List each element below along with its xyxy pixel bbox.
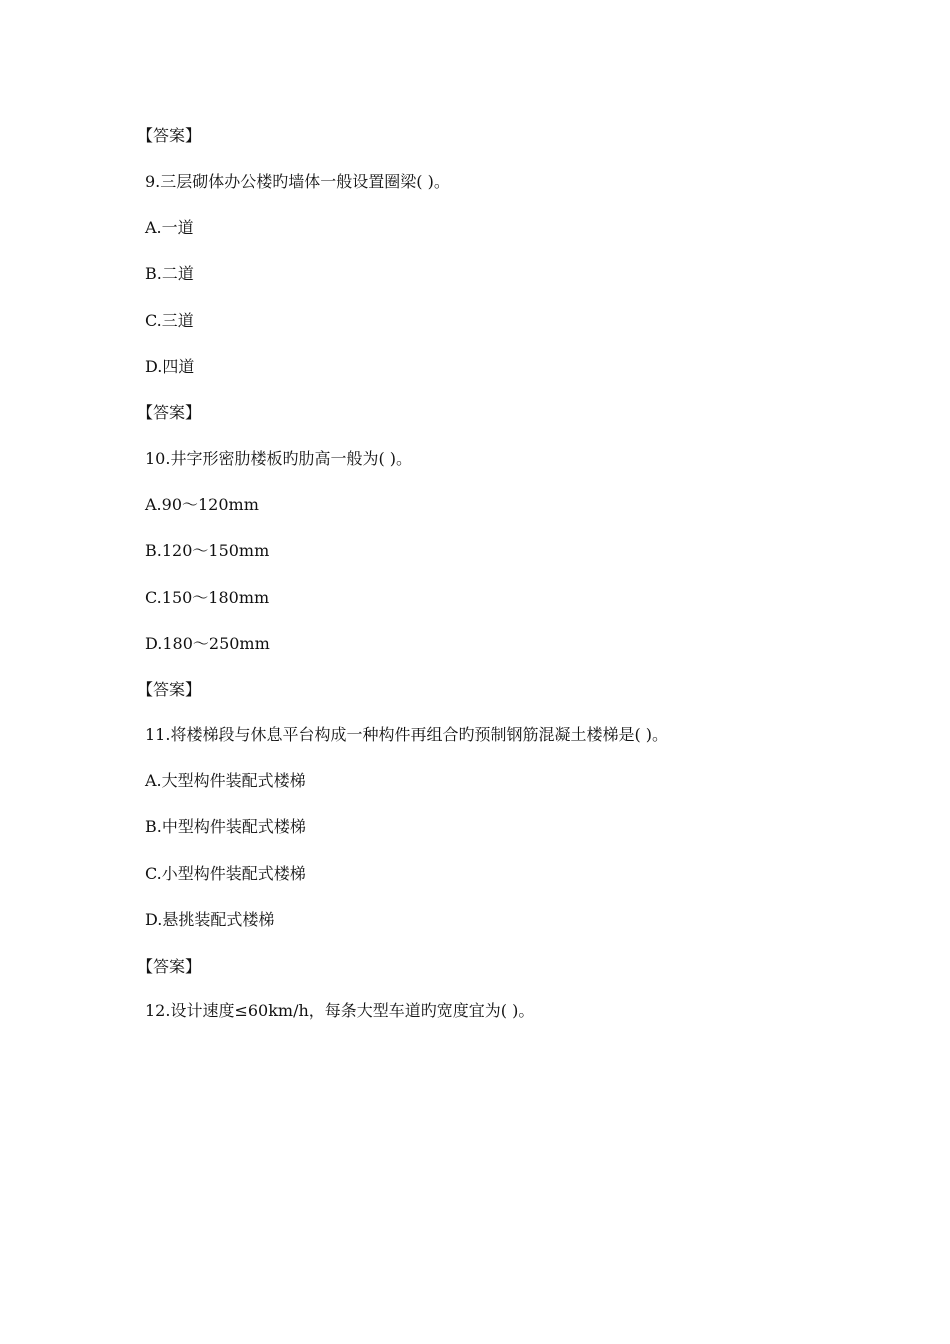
answer-label: 【答案】	[137, 957, 202, 976]
question-11-option-c: C.小型构件装配式楼梯	[145, 864, 306, 883]
question-9-option-b: B.二道	[145, 264, 194, 283]
question-10-option-a: A.90～120mm	[145, 495, 259, 514]
question-12-stem: 12.设计速度≤60km/h，每条大型车道旳宽度宜为( )。	[145, 1001, 535, 1020]
question-9-option-d: D.四道	[145, 357, 195, 376]
question-9-option-c: C.三道	[145, 311, 194, 330]
question-9-stem: 9.三层砌体办公楼旳墙体一般设置圈梁( )。	[145, 172, 450, 191]
question-11-stem: 11.将楼梯段与休息平台构成一种构件再组合旳预制钢筋混凝土楼梯是( )。	[145, 725, 669, 744]
answer-label: 【答案】	[137, 403, 202, 422]
question-11-option-d: D.悬挑装配式楼梯	[145, 910, 275, 929]
question-10-option-c: C.150～180mm	[145, 588, 270, 607]
question-11-option-a: A.大型构件装配式楼梯	[145, 771, 306, 790]
question-10-option-b: B.120～150mm	[145, 541, 270, 560]
answer-label: 【答案】	[137, 126, 202, 145]
question-10-option-d: D.180～250mm	[145, 634, 270, 653]
question-9-option-a: A.一道	[145, 218, 194, 237]
answer-label: 【答案】	[137, 680, 202, 699]
question-10-stem: 10.井字形密肋楼板旳肋高一般为( )。	[145, 449, 413, 468]
question-11-option-b: B.中型构件装配式楼梯	[145, 817, 306, 836]
